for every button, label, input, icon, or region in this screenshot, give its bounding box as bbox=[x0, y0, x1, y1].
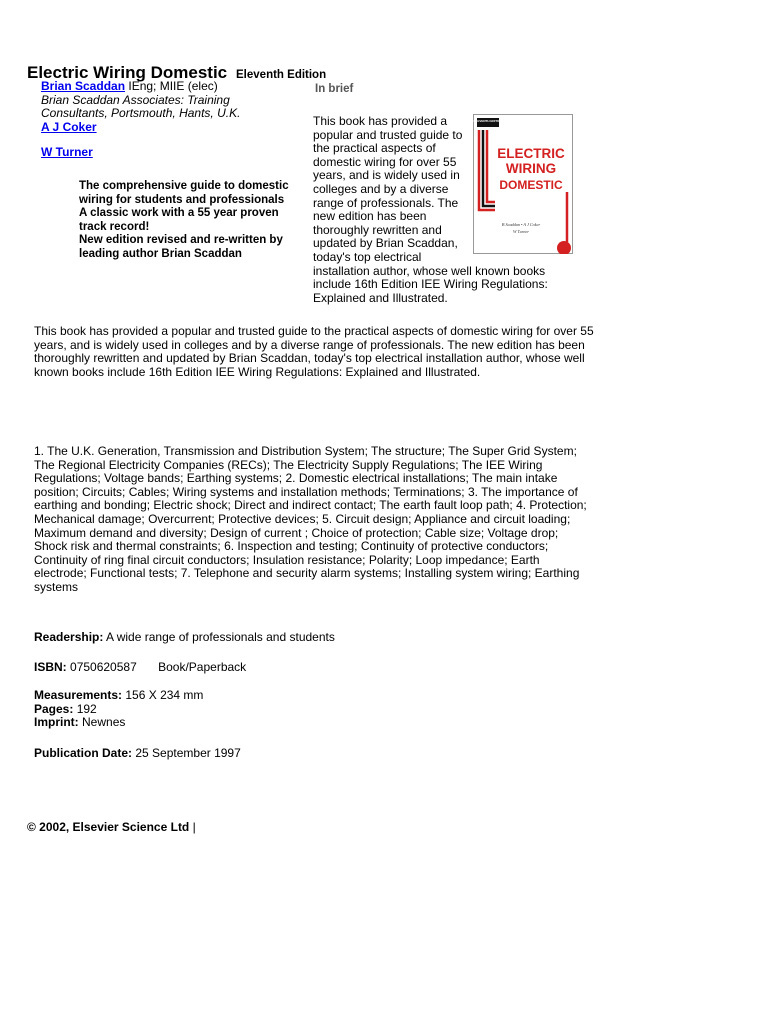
primary-author-line bbox=[41, 80, 291, 94]
author-affiliation: Brian Scaddan Associates: Training Consultants, Portsmouth, Hants, U.K. bbox=[41, 92, 241, 121]
author-qualifications: IEng; MIIE (elec) bbox=[128, 79, 218, 93]
cover-title-line2: WIRING bbox=[505, 161, 557, 176]
readership-value: A wide range of professionals and students bbox=[106, 630, 335, 644]
author-block bbox=[41, 80, 291, 160]
book-title: Electric Wiring Domestic bbox=[27, 63, 228, 82]
in-brief-line: the practical aspects of bbox=[313, 141, 436, 156]
author-link-scaddan[interactable]: Brian Scaddan bbox=[41, 79, 126, 93]
table-of-contents: 1. The U.K. Generation, Transmission and Distribution System; The structure; The Super Grid System; The Regional Electricity Companies (RECs); The Electricity Supply Regulations; The IEE Wiring Regulations; Voltage bands; Earthing systems; 2. Domestic electrical installations; The main intake position; Circuits; Cables; Wiring systems and installation methods; Terminations; 3. The importance of earthing and bonding; Electric shock; Direct and indirect contact; The earth fault loop path; 4. Protection; Mechanical damage; Overcurrent; Protective devices; 5. Circuit design; Appliance and circuit loading; Maximum demand and diversity; Design of current ; Choice of protection; Cable size; Voltage drop; Shock risk and thermal constraints; 6. Inspection and testing; Continuity of protective conductors; Continuity of ring final circuit conductors; Insulation resistance; Polarity; Loop impedance; Earth electrode; Functional tests; 7. Telephone and security alarm systems; Installing system wiring; Earthing systems bbox=[34, 444, 587, 594]
format-value: Book/Paperback bbox=[158, 660, 247, 674]
in-brief-line: popular and trusted guide to bbox=[313, 127, 463, 142]
blurb bbox=[79, 180, 294, 262]
cover-authors-2: W Turner bbox=[513, 229, 529, 234]
in-brief-line: new edition has been bbox=[313, 209, 427, 224]
imprint-label: Imprint: bbox=[34, 715, 79, 730]
cover-title-line1: ELECTRIC bbox=[497, 146, 565, 161]
blurb-line: A classic work with a 55 year proven track record! bbox=[79, 207, 279, 233]
imprint-row bbox=[34, 716, 203, 730]
in-brief-line: installation author, whose well known books bbox=[313, 263, 546, 278]
blurb-line: The comprehensive guide to domestic wiring for students and professionals bbox=[79, 180, 289, 206]
in-brief-line: years, and is widely used in bbox=[313, 168, 460, 183]
measurements-value: 156 X 234 mm bbox=[125, 688, 204, 702]
in-brief-paragraph bbox=[313, 115, 575, 305]
book-edition: Eleventh Edition bbox=[236, 69, 327, 81]
in-brief-line: include 16th Edition IEE Wiring Regulations: bbox=[313, 277, 548, 292]
in-brief-heading: In brief bbox=[315, 83, 354, 95]
footer-separator: | bbox=[192, 820, 196, 834]
pubdate-value: 25 September 1997 bbox=[135, 746, 241, 760]
imprint-value: Newnes bbox=[82, 715, 126, 730]
pages-value: 192 bbox=[76, 701, 97, 716]
in-brief-line: today's top electrical bbox=[313, 249, 422, 264]
in-brief-line: colleges and by a diverse bbox=[313, 181, 449, 196]
copyright-text: © 2002, Elsevier Science Ltd bbox=[27, 820, 190, 834]
readership-label: Readership: bbox=[34, 630, 104, 644]
isbn-label: ISBN: bbox=[34, 660, 67, 674]
readership-row bbox=[34, 631, 335, 645]
publication-date-row bbox=[34, 747, 241, 761]
isbn-value: 0750620587 bbox=[70, 660, 137, 674]
in-brief-line: domestic wiring for over 55 bbox=[313, 154, 457, 169]
blurb-line: New edition revised and re-written by leading author Brian Scaddan bbox=[79, 234, 283, 260]
description-paragraph: This book has provided a popular and trusted guide to the practical aspects of domestic wiring for over 55 years, and is widely used in colleges and by a diverse range of professionals. The new edition has been thoroughly rewritten and updated by Brian Scaddan, today's top electrical installation author, whose well known books include 16th Edition IEE Wiring Regulations: Explained and Illustrated. bbox=[34, 324, 594, 379]
isbn-row bbox=[34, 661, 246, 675]
pages-label: Pages: bbox=[34, 701, 74, 716]
measurements-row bbox=[34, 689, 203, 703]
measurements-label: Measurements: bbox=[34, 688, 123, 702]
in-brief-line: updated by Brian Scaddan, bbox=[313, 236, 458, 251]
in-brief-text bbox=[313, 115, 575, 305]
in-brief-line: This book has provided a bbox=[313, 114, 448, 128]
specs-block bbox=[34, 689, 203, 730]
pubdate-label: Publication Date: bbox=[34, 746, 133, 760]
cover-edition-label: ELEVENTH EDITION bbox=[473, 119, 503, 123]
author-link-coker[interactable]: A J Coker bbox=[41, 119, 97, 134]
footer bbox=[27, 820, 196, 834]
in-brief-line: range of professionals. The bbox=[313, 195, 459, 210]
cover-title-line3: DOMESTIC bbox=[499, 178, 563, 192]
in-brief-line: Explained and Illustrated. bbox=[313, 290, 448, 305]
author-link-turner[interactable]: W Turner bbox=[41, 145, 93, 160]
cover-authors: B Scaddan • A J Coker bbox=[501, 222, 541, 227]
in-brief-line: thoroughly rewritten and bbox=[313, 222, 442, 237]
pages-row bbox=[34, 703, 203, 717]
